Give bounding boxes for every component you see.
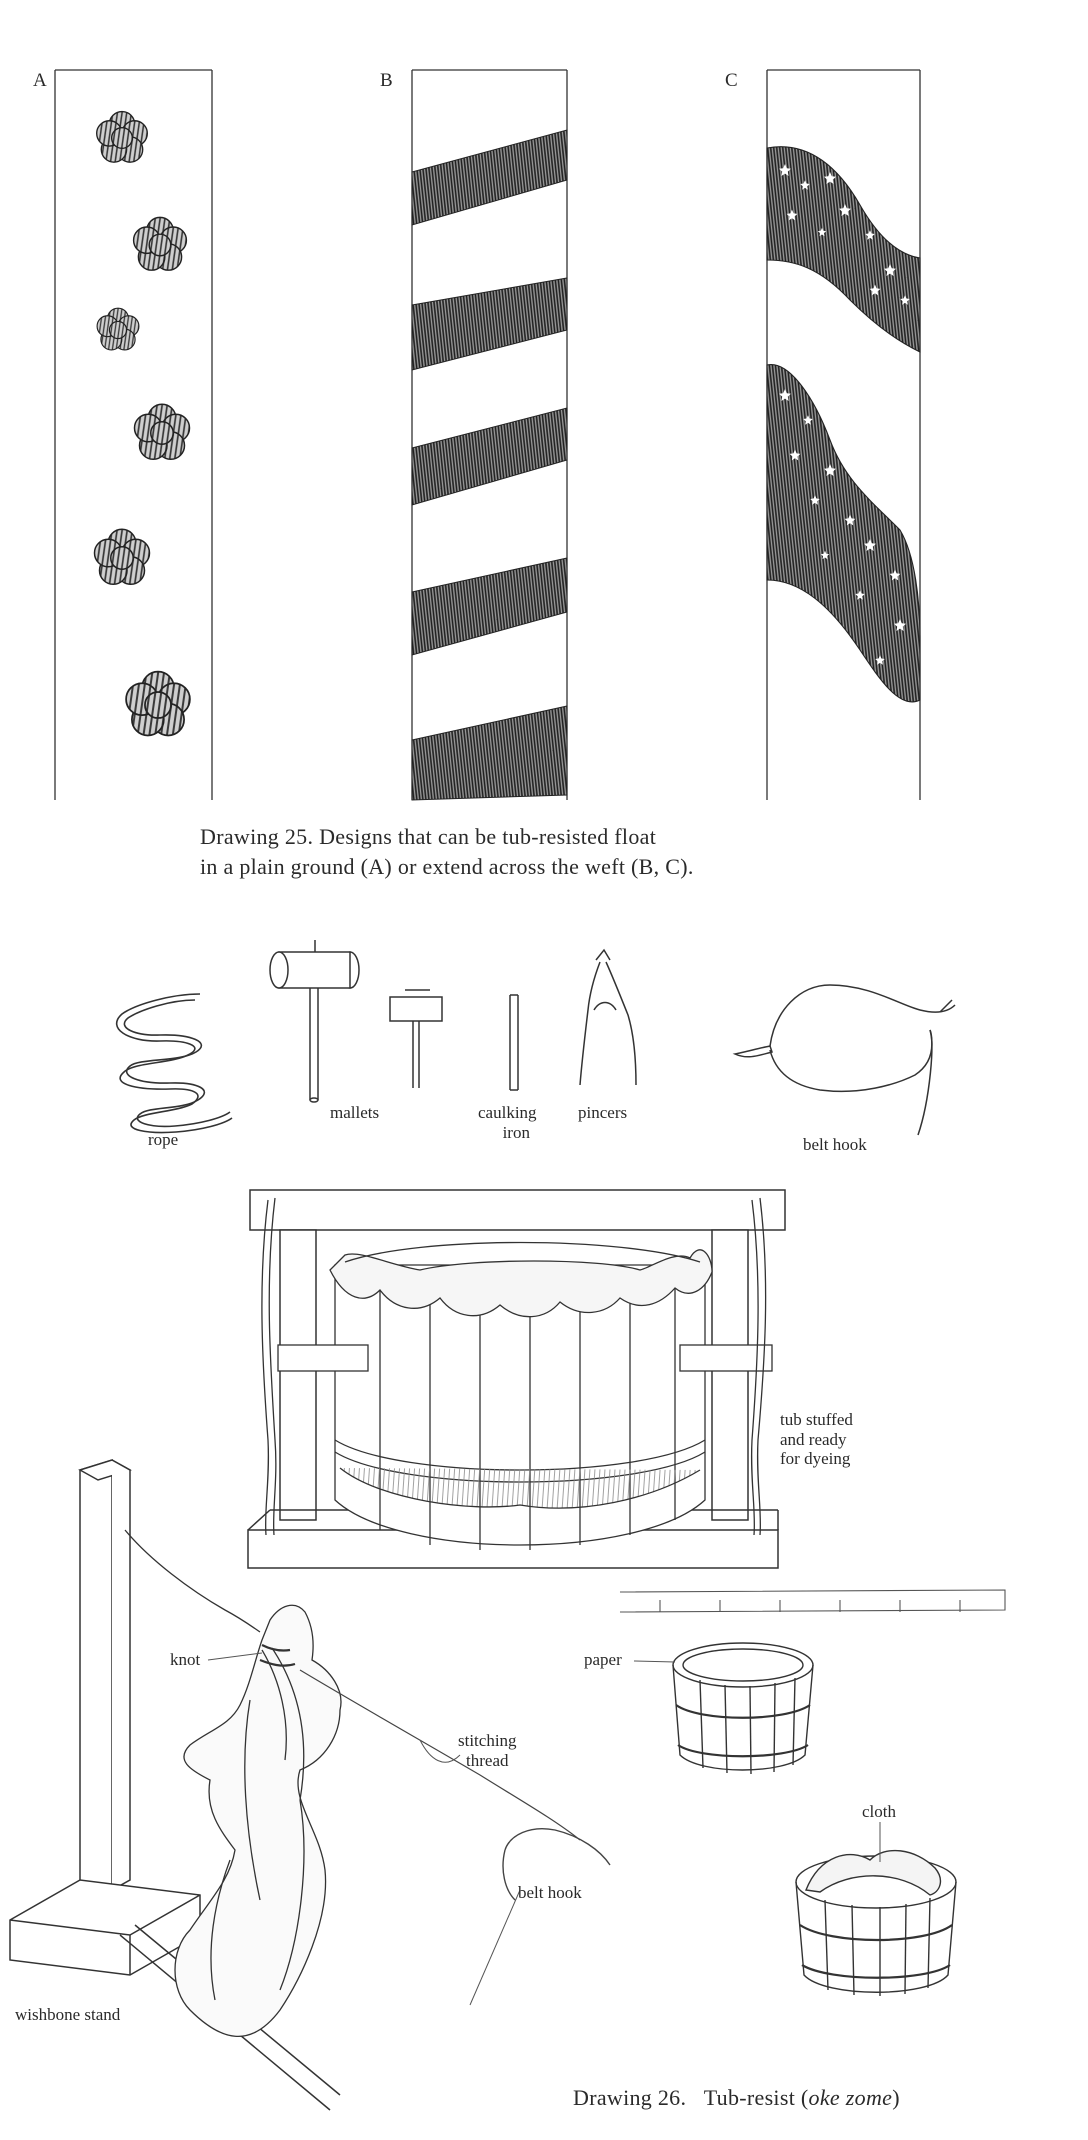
strip-a-flower-motifs [95, 112, 190, 736]
drawing-26-caption [573, 2083, 900, 2113]
tub-ready-label-line-3: for dyeing [780, 1449, 851, 1469]
stitching-thread-label-line-2: thread [466, 1750, 509, 1770]
caulking-iron-label-line-1: caulking [478, 1103, 537, 1122]
stitching-thread-drawing [300, 1670, 580, 1840]
wishbone-stand-label: wishbone stand [15, 2005, 121, 2024]
small-tub-paper-drawing [673, 1643, 813, 1774]
caulking-iron-drawing [510, 995, 518, 1090]
strip-b-diagonal-bands [412, 130, 567, 800]
drawing-25-caption-line-2: in a plain ground (A) or extend across the weft (B, C). [200, 853, 694, 879]
caulking-iron-label-line-2: iron [502, 1122, 530, 1142]
belt-hook-bottom-label: belt hook [518, 1883, 582, 1902]
cloth-label: cloth [862, 1802, 896, 1821]
stitching-thread-label [458, 1731, 517, 1770]
knot-label: knot [170, 1650, 201, 1669]
drawing-26-title: Tub-resist ( [703, 2085, 809, 2110]
cloth-on-stand-drawing [125, 1530, 341, 2036]
mallets-label: mallets [330, 1103, 380, 1122]
belt-hook-top-drawing [735, 985, 955, 1135]
strip-a-letter: A [33, 70, 47, 91]
stretching-board-drawing [620, 1590, 1005, 1612]
strip-c-wave-bands [767, 147, 920, 702]
drawing-25-caption-line-1: Drawing 25. Designs that can be tub-resisted float [200, 824, 657, 849]
drawing-26-title-italic: oke zome [808, 2085, 893, 2110]
belt-hook-top-label: belt hook [803, 1135, 867, 1154]
drawing-26-title-close: ) [892, 2085, 900, 2110]
rope-label: rope [148, 1130, 179, 1149]
pincers-label: pincers [578, 1103, 628, 1122]
tub-body-drawing [262, 1198, 772, 1550]
stitching-thread-label-line-1: stitching [458, 1731, 517, 1750]
small-tub-cloth-drawing [796, 1851, 956, 1996]
tub-ready-label-line-1: tub stuffed [780, 1410, 853, 1429]
pincers-drawing [580, 950, 636, 1085]
paper-label: paper [584, 1650, 622, 1669]
tub-ready-label [780, 1410, 853, 1469]
tub-ready-label-line-2: and ready [780, 1429, 847, 1449]
drawing-26-prefix: Drawing 26. [573, 2085, 687, 2110]
mallets-drawing [270, 940, 442, 1102]
rope-drawing [117, 994, 232, 1133]
drawing-25-caption [200, 822, 694, 881]
caulking-iron-label [478, 1103, 537, 1142]
strip-c-letter: C [725, 70, 738, 91]
strip-b-letter: B [380, 70, 393, 91]
